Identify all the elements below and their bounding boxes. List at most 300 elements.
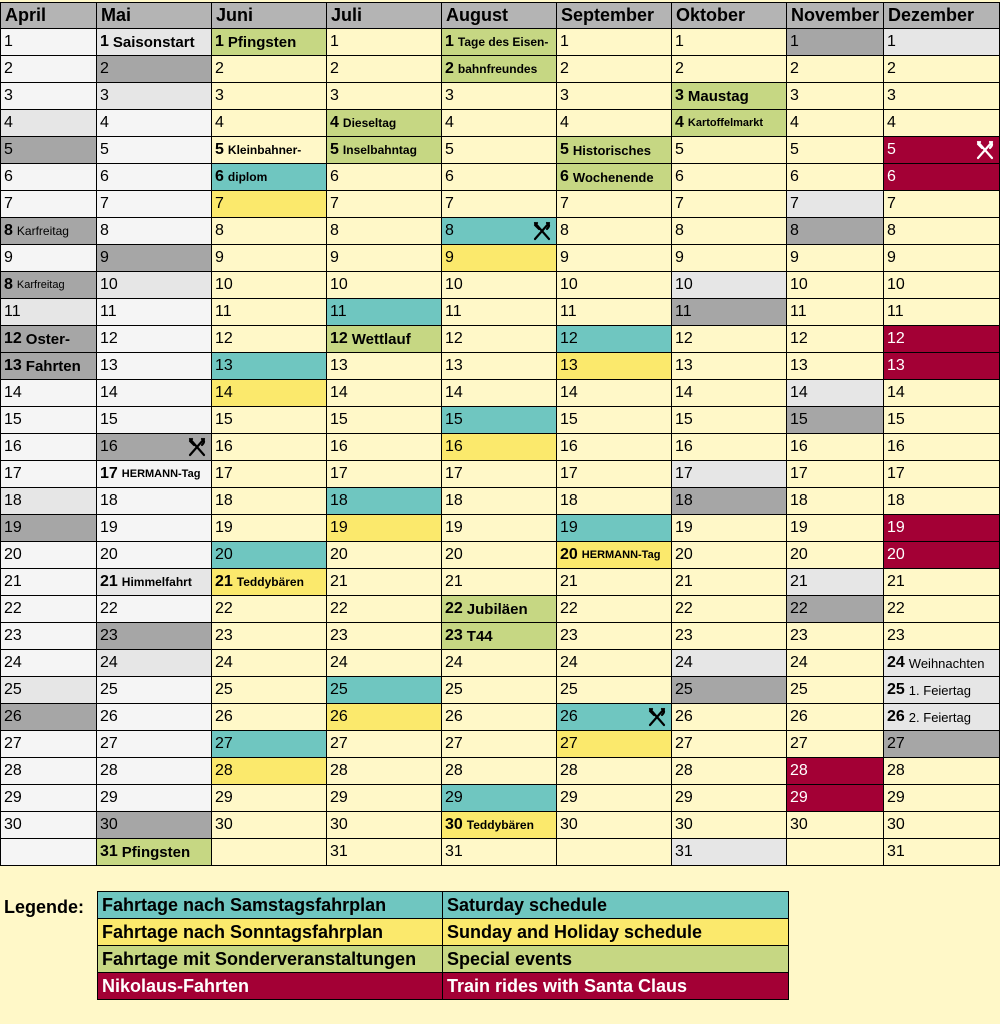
day-number: 13 [215,357,233,374]
event-label: Pfingsten [227,33,297,51]
day-cell [884,839,1000,866]
day-cell [327,758,442,785]
day-number: 29 [790,789,808,806]
day-number: 18 [560,492,578,509]
day-number: 12 [675,330,693,347]
day-cell [442,731,557,758]
day-number: 6 [100,168,109,185]
legend-label-en: Saturday schedule [442,891,789,919]
day-number: 9 [560,249,569,266]
day-number: 18 [675,492,693,509]
day-cell [327,596,442,623]
event-label: Jubiläen [466,600,528,618]
day-cell [97,299,212,326]
day-cell [557,83,672,110]
day-cell [442,623,557,650]
event-label: Himmelfahrt [121,575,192,589]
day-cell [787,785,884,812]
day-cell [327,29,442,56]
day-cell [557,569,672,596]
day-cell [442,218,557,245]
day-number: 26 [100,708,118,725]
day-cell [327,515,442,542]
day-number: 21 [675,573,693,590]
day-cell [787,83,884,110]
day-cell [212,731,327,758]
day-cell [212,353,327,380]
day-cell [97,488,212,515]
day-cell [212,272,327,299]
day-cell [327,56,442,83]
day-cell [884,623,1000,650]
legend-label-en: Sunday and Holiday schedule [442,918,789,946]
day-number: 24 [100,654,118,671]
day-cell [442,839,557,866]
day-number: 13 [887,357,905,374]
day-number: 13 [4,357,22,374]
day-number: 10 [215,276,233,293]
day-number: 25 [445,681,463,698]
day-number: 28 [330,762,348,779]
day-cell [0,677,97,704]
day-cell [787,245,884,272]
day-cell [0,137,97,164]
day-cell [327,839,442,866]
day-number: 23 [560,627,578,644]
day-cell [442,407,557,434]
day-number: 19 [675,519,693,536]
legend-label-de: Nikolaus-Fahrten [97,972,443,1000]
day-number: 13 [100,357,118,374]
day-number: 14 [790,384,808,401]
day-cell [787,569,884,596]
day-number: 8 [4,276,13,293]
day-cell [557,353,672,380]
day-cell [212,434,327,461]
day-cell [672,407,787,434]
day-cell [884,245,1000,272]
day-cell [884,758,1000,785]
day-cell [0,56,97,83]
day-number: 6 [560,168,569,185]
event-label: Tage des Eisen- [457,35,549,49]
month-header: September [557,2,672,29]
day-cell [672,650,787,677]
day-number: 1 [675,33,684,50]
day-cell [0,245,97,272]
day-cell [327,326,442,353]
day-number: 8 [887,222,896,239]
day-cell [787,623,884,650]
day-cell [884,407,1000,434]
day-cell [672,110,787,137]
day-cell [0,650,97,677]
day-cell [327,110,442,137]
day-number: 30 [4,816,22,833]
day-cell [557,623,672,650]
day-number: 7 [330,195,339,212]
day-number: 18 [215,492,233,509]
day-number: 10 [887,276,905,293]
day-cell [97,596,212,623]
day-cell [672,164,787,191]
day-cell [327,542,442,569]
day-cell [787,164,884,191]
day-number: 28 [790,762,808,779]
day-number: 2 [560,60,569,77]
day-number: 12 [790,330,808,347]
day-number: 11 [790,303,807,320]
day-number: 20 [887,546,905,563]
day-number: 14 [4,384,22,401]
day-cell [557,785,672,812]
day-cell [442,542,557,569]
event-label: Fahrten [25,357,81,375]
day-cell [557,461,672,488]
day-number: 29 [560,789,578,806]
day-number: 1 [4,33,13,50]
day-number: 10 [445,276,463,293]
day-number: 10 [790,276,808,293]
day-number: 14 [560,384,578,401]
day-number: 3 [887,87,896,104]
month-header: Oktober [672,2,787,29]
day-cell [884,191,1000,218]
legend-label-en: Train rides with Santa Claus [442,972,789,1000]
day-cell [787,380,884,407]
event-label: Maustag [687,87,749,105]
day-number: 3 [445,87,454,104]
day-number: 12 [330,330,348,347]
day-number: 21 [100,573,118,590]
day-cell [97,191,212,218]
day-number: 3 [330,87,339,104]
day-cell [672,272,787,299]
day-number: 4 [4,114,13,131]
legend-label-de: Fahrtage mit Sonderveranstaltungen [97,945,443,973]
day-cell [557,434,672,461]
day-number: 1 [330,33,339,50]
day-number: 1 [790,33,799,50]
day-cell [0,380,97,407]
day-cell [0,191,97,218]
day-number: 7 [445,195,454,212]
day-number: 29 [887,789,905,806]
day-number: 23 [790,627,808,644]
day-number: 9 [675,249,684,266]
day-number: 12 [4,330,22,347]
day-cell [97,326,212,353]
day-cell [97,407,212,434]
day-cell [672,596,787,623]
day-cell [557,542,672,569]
month-header: Dezember [884,2,1000,29]
event-label: diplom [227,170,268,184]
day-cell [0,83,97,110]
event-label: Historisches [572,142,651,158]
day-cell [884,515,1000,542]
day-number: 7 [560,195,569,212]
day-cell [97,650,212,677]
day-cell [212,29,327,56]
day-cell [212,839,327,866]
day-cell [0,785,97,812]
day-number: 20 [675,546,693,563]
day-cell [557,191,672,218]
day-number: 18 [887,492,905,509]
day-cell [672,542,787,569]
day-cell [672,461,787,488]
day-cell [327,83,442,110]
day-cell [557,488,672,515]
day-cell [884,731,1000,758]
day-number: 5 [215,141,224,158]
event-label: Kartoffelmarkt [687,117,764,129]
day-number: 22 [675,600,693,617]
day-number: 4 [215,114,224,131]
day-cell [97,812,212,839]
day-number: 21 [887,573,905,590]
day-number: 12 [887,330,905,347]
day-number: 5 [790,141,799,158]
event-label: Oster- [25,330,70,348]
day-cell [884,299,1000,326]
day-cell [787,758,884,785]
day-cell [97,56,212,83]
day-number: 21 [330,573,348,590]
day-cell [442,56,557,83]
day-cell [442,272,557,299]
day-cell [787,677,884,704]
day-number: 8 [675,222,684,239]
day-number: 27 [215,735,233,752]
day-number: 4 [560,114,569,131]
day-number: 19 [4,519,22,536]
day-number: 17 [445,465,463,482]
day-cell [884,542,1000,569]
event-label: 1. Feiertag [908,682,971,698]
day-number: 12 [215,330,233,347]
day-number: 25 [675,681,693,698]
day-number: 30 [887,816,905,833]
day-number: 27 [330,735,348,752]
day-number: 19 [887,519,905,536]
day-number: 3 [100,87,109,104]
day-cell [672,137,787,164]
day-cell [0,812,97,839]
day-cell [884,650,1000,677]
day-cell [557,758,672,785]
day-cell [0,758,97,785]
day-number: 19 [330,519,348,536]
day-number: 8 [445,222,454,239]
event-label: Pfingsten [121,843,191,861]
day-number: 24 [4,654,22,671]
day-number: 18 [100,492,118,509]
day-cell [0,326,97,353]
day-number: 15 [560,411,578,428]
day-cell [557,380,672,407]
day-cell [212,704,327,731]
day-number: 13 [675,357,693,374]
day-number: 25 [330,681,348,698]
event-label: T44 [466,627,493,645]
day-number: 19 [560,519,578,536]
day-number: 16 [887,438,905,455]
day-cell [212,461,327,488]
day-number: 23 [675,627,693,644]
day-number: 6 [4,168,13,185]
day-cell [884,461,1000,488]
day-cell [97,731,212,758]
day-cell [327,137,442,164]
cutlery-icon [647,707,667,727]
day-cell [884,164,1000,191]
day-number: 22 [100,600,118,617]
day-number: 28 [560,762,578,779]
day-cell [884,137,1000,164]
day-cell [557,56,672,83]
day-cell [557,596,672,623]
day-number: 17 [887,465,905,482]
day-number: 17 [4,465,22,482]
day-cell [442,326,557,353]
day-number: 3 [215,87,224,104]
month-header: April [0,2,97,29]
day-cell [442,299,557,326]
day-cell [672,569,787,596]
day-number: 23 [887,627,905,644]
day-number: 6 [790,168,799,185]
day-number: 22 [790,600,808,617]
day-number: 7 [675,195,684,212]
day-cell [97,245,212,272]
day-cell [884,677,1000,704]
day-cell [884,596,1000,623]
day-number: 24 [887,654,905,671]
day-number: 6 [330,168,339,185]
day-cell [884,704,1000,731]
event-label: 2. Feiertag [908,709,971,725]
day-number: 13 [790,357,808,374]
day-number: 2 [675,60,684,77]
day-cell [787,488,884,515]
day-cell [0,407,97,434]
day-number: 16 [330,438,348,455]
day-cell [97,785,212,812]
day-number: 4 [675,114,684,131]
day-cell [557,218,672,245]
day-number: 14 [330,384,348,401]
day-number: 26 [215,708,233,725]
day-cell [212,542,327,569]
day-number: 12 [560,330,578,347]
day-cell [212,596,327,623]
event-label: HERMANN-Tag [121,468,201,480]
day-number: 24 [330,654,348,671]
day-cell [557,839,672,866]
day-cell [327,245,442,272]
day-cell [212,191,327,218]
day-number: 27 [887,735,905,752]
day-cell [787,650,884,677]
day-cell [672,29,787,56]
day-number: 15 [4,411,22,428]
cutlery-icon [975,140,995,160]
day-cell [442,245,557,272]
day-cell [787,110,884,137]
day-number: 14 [100,384,118,401]
day-number: 10 [560,276,578,293]
day-number: 25 [887,681,905,698]
day-cell [557,515,672,542]
day-number: 8 [560,222,569,239]
day-number: 21 [790,573,808,590]
day-number: 24 [215,654,233,671]
day-number: 11 [887,303,904,320]
cutlery-icon [187,437,207,457]
day-cell [787,731,884,758]
day-cell [884,353,1000,380]
day-cell [787,461,884,488]
day-cell [442,29,557,56]
day-number: 13 [445,357,463,374]
day-number: 23 [215,627,233,644]
day-number: 22 [445,600,463,617]
day-cell [97,839,212,866]
day-cell [0,542,97,569]
day-number: 29 [4,789,22,806]
day-number: 3 [675,87,684,104]
day-number: 16 [4,438,22,455]
day-cell [672,434,787,461]
day-number: 23 [4,627,22,644]
day-cell [672,83,787,110]
day-cell [884,272,1000,299]
day-number: 8 [100,222,109,239]
day-cell [0,164,97,191]
day-number: 28 [100,762,118,779]
day-cell [672,380,787,407]
day-cell [442,434,557,461]
day-number: 22 [330,600,348,617]
day-cell [884,569,1000,596]
day-number: 9 [215,249,224,266]
day-cell [97,164,212,191]
day-number: 12 [100,330,118,347]
day-number: 16 [675,438,693,455]
day-number: 31 [675,843,693,860]
cutlery-icon [532,221,552,241]
day-number: 4 [445,114,454,131]
day-number: 29 [445,789,463,806]
day-number: 15 [790,411,808,428]
day-number: 3 [4,87,13,104]
day-cell [97,677,212,704]
day-cell [212,758,327,785]
day-number: 9 [445,249,454,266]
day-cell [0,110,97,137]
day-number: 28 [4,762,22,779]
day-cell [97,434,212,461]
day-number: 25 [100,681,118,698]
day-number: 23 [330,627,348,644]
day-cell [787,299,884,326]
event-label: Weihnachten [908,655,985,671]
day-cell [557,326,672,353]
day-cell [672,326,787,353]
day-number: 31 [330,843,348,860]
